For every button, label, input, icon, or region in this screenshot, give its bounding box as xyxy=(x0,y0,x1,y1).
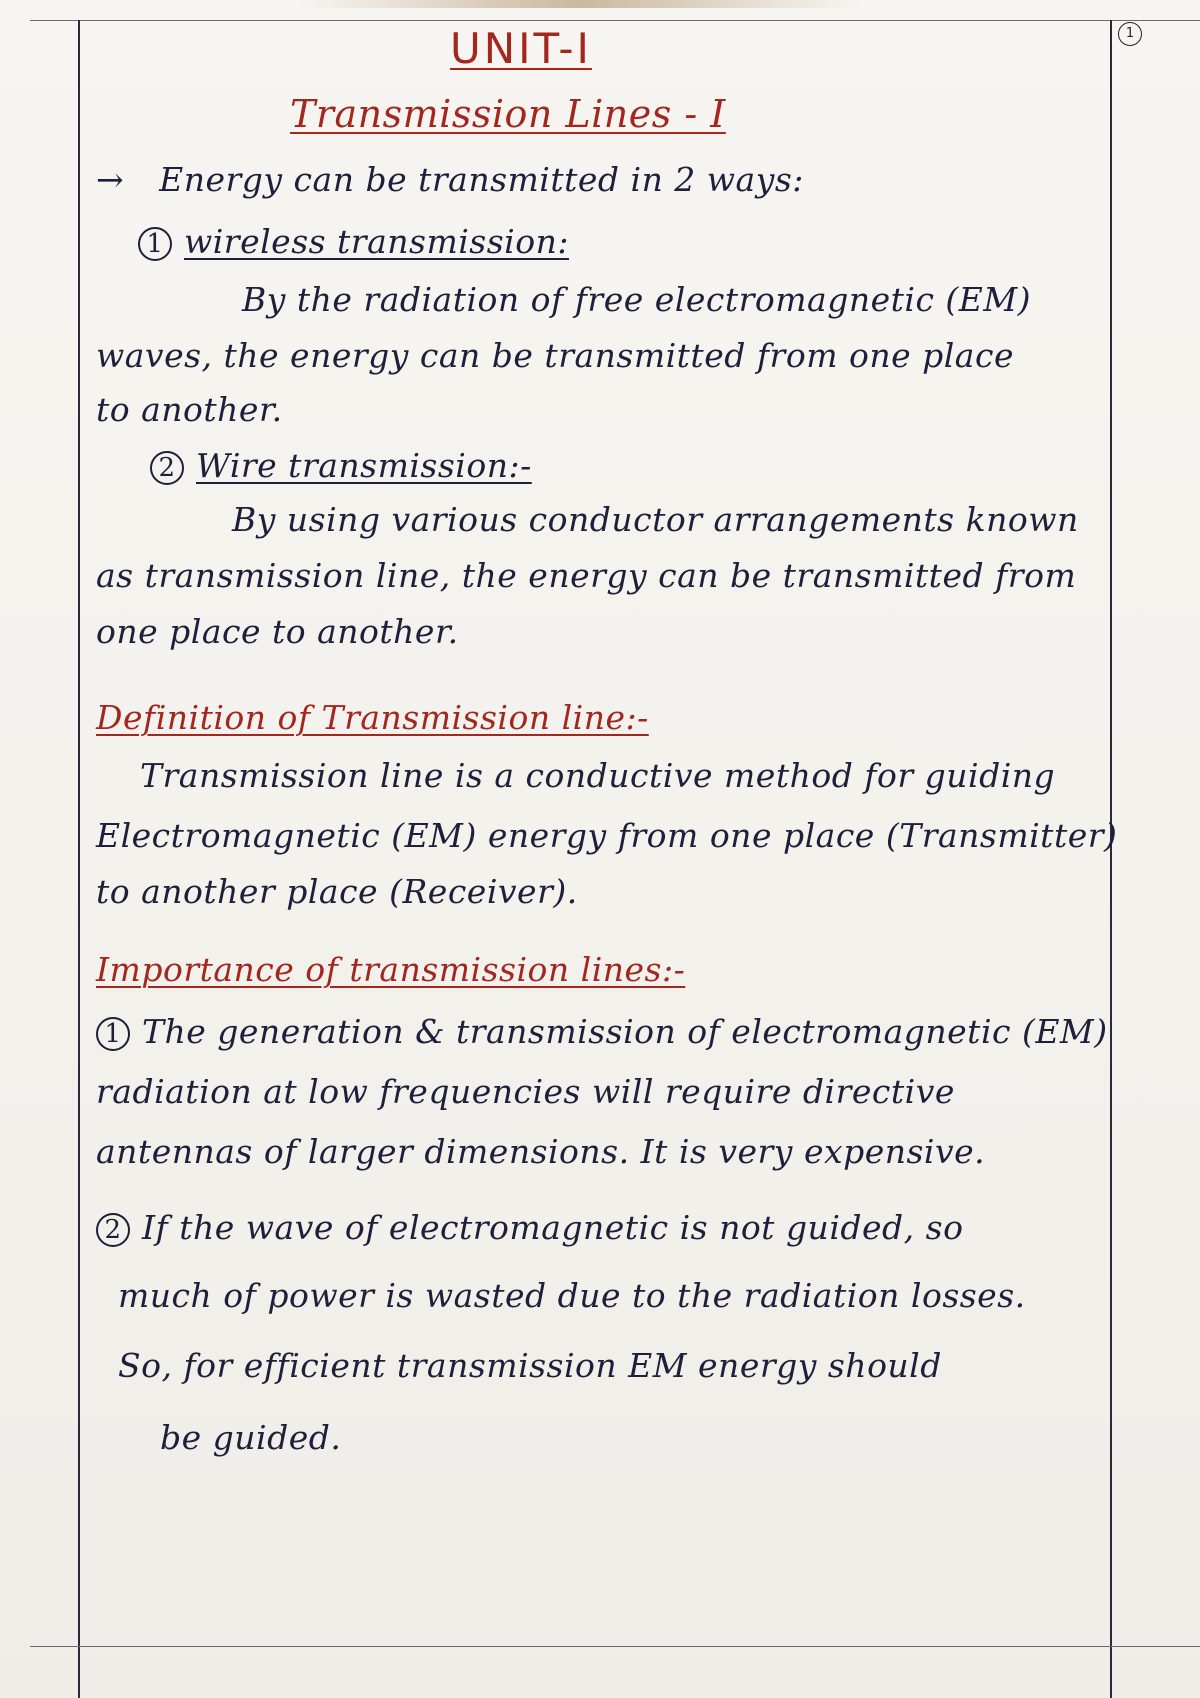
way-1-line-3: to another. xyxy=(96,390,283,429)
way-2-line-1: By using various conductor arrangements known xyxy=(232,500,1079,539)
intro-text: Energy can be transmitted in 2 ways: xyxy=(159,160,804,199)
importance-point-2-line-1 xyxy=(96,1208,963,1247)
paper-stain xyxy=(300,0,860,8)
way-1-heading-text: wireless transmission: xyxy=(184,222,569,261)
way-2-heading xyxy=(150,446,532,485)
bottom-rule xyxy=(30,1646,1200,1647)
definition-line-3: to another place (Receiver). xyxy=(96,872,578,911)
definition-heading: Definition of Transmission line:- xyxy=(96,698,649,737)
page-number: 1 xyxy=(1118,22,1142,46)
importance-point-1-line-1 xyxy=(96,1012,1108,1051)
way-2-line-3: one place to another. xyxy=(96,612,459,651)
importance-2-text: If the wave of electromagnetic is not guided, so xyxy=(142,1208,964,1247)
importance-2-number: 2 xyxy=(96,1213,130,1247)
right-margin-line xyxy=(1110,20,1112,1698)
way-1-line-1: By the radiation of free electromagnetic (EM) xyxy=(242,280,1032,319)
way-1-heading xyxy=(138,222,569,261)
intro-line xyxy=(96,160,804,199)
importance-point-2-line-3: So, for efficient transmission EM energy should xyxy=(118,1346,942,1385)
way-2-line-2: as transmission line, the energy can be transmitted from xyxy=(96,556,1077,595)
importance-point-2-line-2: much of power is wasted due to the radiation losses. xyxy=(118,1276,1026,1315)
importance-1-number: 1 xyxy=(96,1017,130,1051)
importance-point-2-line-4: be guided. xyxy=(160,1418,342,1457)
page-title: UNIT-I xyxy=(450,24,592,73)
importance-point-1-line-3: antennas of larger dimensions. It is very expensive. xyxy=(96,1132,986,1171)
way-1-number: 1 xyxy=(138,227,172,261)
importance-heading: Importance of transmission lines:- xyxy=(96,950,686,989)
importance-1-text: The generation & transmission of electromagnetic (EM) xyxy=(142,1012,1108,1051)
left-margin-line xyxy=(78,20,80,1698)
definition-line-2: Electromagnetic (EM) energy from one place (Transmitter) xyxy=(96,816,1118,855)
definition-line-1: Transmission line is a conductive method for guiding xyxy=(140,756,1056,795)
way-2-number: 2 xyxy=(150,451,184,485)
top-rule xyxy=(30,20,1200,21)
importance-point-1-line-2: radiation at low frequencies will require directive xyxy=(96,1072,955,1111)
arrow-icon: → xyxy=(96,160,125,199)
way-1-line-2: waves, the energy can be transmitted from one place xyxy=(96,336,1014,375)
way-2-heading-text: Wire transmission:- xyxy=(196,446,532,485)
page-subtitle: Transmission Lines - I xyxy=(290,92,726,136)
